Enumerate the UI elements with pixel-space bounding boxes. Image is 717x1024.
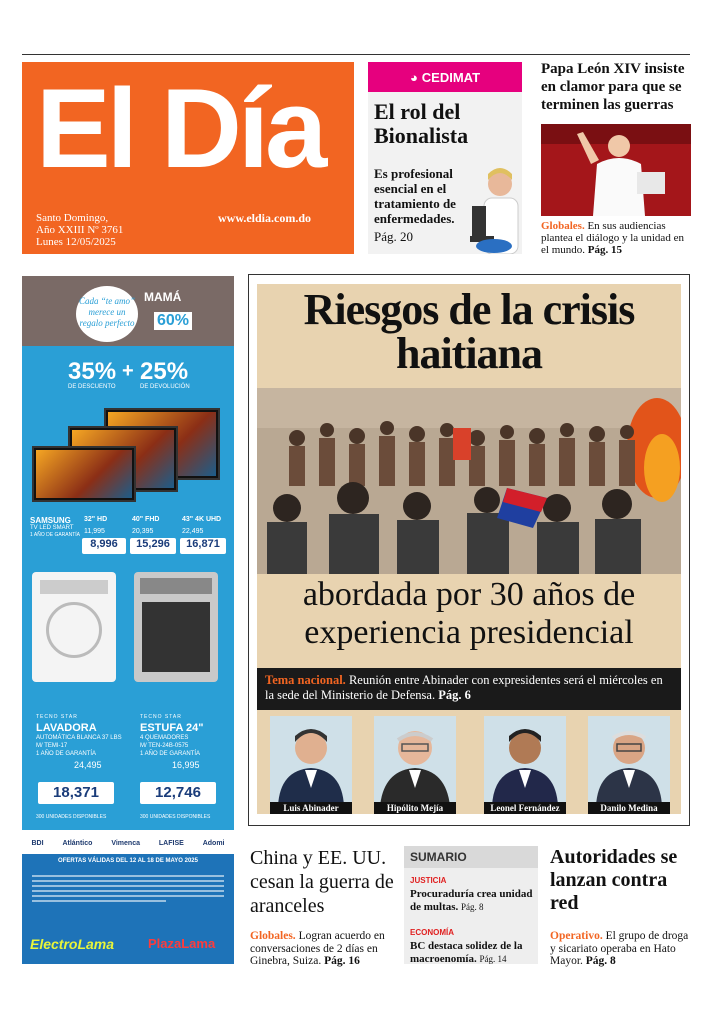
sumario-item-economia-text: BC destaca solidez de la macroenomía. <box>410 940 523 965</box>
promo-page: Pág. 20 <box>374 229 413 244</box>
main-subheadline: abordada por 30 años de experiencia presidencial <box>302 576 636 651</box>
masthead[interactable] <box>22 62 354 254</box>
ad-offer: OFERTAS VÁLIDAS DEL 12 AL 18 DE MAYO 2025 <box>58 858 198 864</box>
store-electrolama[interactable]: ElectroLama <box>30 936 115 952</box>
ad-tv3-old: 22,495 <box>182 528 204 535</box>
ad-washer-model: M/ TEMI-17 <box>36 743 68 749</box>
ad-tv1-old: 11,995 <box>84 528 105 535</box>
pope-image <box>541 124 691 216</box>
masthead-url[interactable]: www.eldia.com.do <box>218 211 311 225</box>
autoridades-headline[interactable]: Autoridades se lanzan contra red <box>550 846 678 914</box>
scientist-microscope-image <box>470 162 522 254</box>
haiti-crowd-image <box>257 388 681 574</box>
president-photo-mejia <box>374 716 456 806</box>
ad-tv2-price: 15,296 <box>130 538 176 554</box>
president-name-abinader: Luis Abinader <box>270 802 352 814</box>
bank-atlantico: Atlántico <box>62 839 93 847</box>
ad-plus: + <box>122 360 134 382</box>
promo-text: Es profesional esencial en el tratamiento de enfermedades. <box>374 166 456 226</box>
ad-washer-brand: TECNO STAR <box>36 714 78 720</box>
main-page: Pág. 6 <box>438 688 471 702</box>
autoridades-page: Pág. 8 <box>585 955 616 967</box>
ad-disc1: 35% <box>68 358 117 385</box>
china-kicker: Globales. <box>250 930 296 942</box>
ad-tv2-old: 20,395 <box>132 528 154 535</box>
ad-mama: MAMÁ <box>144 290 182 304</box>
cedimat-banner <box>368 62 522 92</box>
sumario-item-justicia[interactable] <box>410 888 536 914</box>
masthead-date: Lunes 12/05/2025 <box>36 236 116 248</box>
ad-disc2: 25% <box>140 358 189 385</box>
main-headline[interactable]: Riesgos de la crisis haitiana <box>303 285 635 378</box>
main-summary-bar <box>257 668 681 710</box>
ad-tv3-size: 43" 4K UHD <box>182 516 222 523</box>
advertisement-top[interactable] <box>22 276 234 830</box>
china-headline[interactable]: China y EE. UU. cesan la guerra de aranceles <box>250 847 394 917</box>
bank-adomi: Adomi <box>202 839 225 847</box>
ad-units2: 300 UNIDADES DISPONIBLES <box>140 814 211 820</box>
ad-stove-warranty: 1 AÑO DE GARANTÍA <box>140 751 201 757</box>
ad-washer-title: LAVADORA <box>36 722 97 734</box>
ad-tv1-size: 32" HD <box>84 516 108 523</box>
president-photo-medina <box>588 716 670 806</box>
promo-box[interactable] <box>368 62 522 254</box>
ad-stove-price: 12,746 <box>140 782 216 804</box>
ad-tv-desc: TV LED SMART <box>30 525 74 531</box>
president-photo-abinader <box>270 716 352 806</box>
china-page: Pág. 16 <box>324 955 360 967</box>
ad-disc2-label: DE DEVOLUCIÓN <box>140 384 190 390</box>
ad-stove-model: M/ TEN-24B-0575 <box>140 743 189 749</box>
pope-photo <box>541 124 691 216</box>
sumario-title: SUMARIO <box>404 846 538 868</box>
ad-tv-brand: SAMSUNG <box>30 516 71 525</box>
main-kicker: Tema nacional. <box>265 673 346 687</box>
bank-vimenca: Vimenca <box>111 839 140 847</box>
top-rule <box>22 54 690 55</box>
ad-washer-desc: AUTOMÁTICA BLANCA 37 LBS <box>36 735 122 741</box>
ad-washer-price: 18,371 <box>38 782 114 804</box>
bank-lafise: LAFISE <box>158 839 184 847</box>
ad-units1: 300 UNIDADES DISPONIBLES <box>36 814 107 820</box>
sumario-item-justicia-text: Procuraduría crea unidad de multas. <box>410 888 533 913</box>
ad-tagline: Cada “te amo” merece un regalo perfecto <box>76 286 138 342</box>
tv-32-image <box>32 446 136 502</box>
bank-logos <box>22 832 234 854</box>
autoridades-text: El grupo de droga y sicariato operaba en Hato Mayor. <box>550 930 689 967</box>
ad-tv-warranty: 1 AÑO DE GARANTÍA <box>30 532 81 538</box>
store-plazalama[interactable]: PlazaLama <box>148 936 216 951</box>
cedimat-logo-icon: ◕ <box>409 69 418 85</box>
sumario-item-economia-page: Pág. 14 <box>479 954 507 964</box>
masthead-location: Santo Domingo, <box>36 212 109 224</box>
ad-tv1-price: 8,996 <box>82 538 126 554</box>
china-caption <box>250 930 398 968</box>
pope-caption <box>541 220 693 256</box>
china-text: Logran acuerdo en conversaciones de 2 días en Ginebra, Suiza. <box>250 930 385 967</box>
autoridades-caption <box>550 930 695 968</box>
pope-kicker: Globales. <box>541 220 585 232</box>
sumario-item-justicia-page: Pág. 8 <box>461 902 484 912</box>
sumario-item-economia[interactable] <box>410 940 536 966</box>
ad-disc1-label: DE DESCUENTO <box>68 384 116 390</box>
ad-stove-brand: TECNO STAR <box>140 714 182 720</box>
washer-image <box>32 572 116 682</box>
ad-tv2-size: 40" FHD <box>132 516 160 523</box>
ad-stove-title: ESTUFA 24" <box>140 722 204 734</box>
president-name-fernandez: Leonel Fernández <box>484 802 566 814</box>
el-dia-logo: El Día <box>36 66 324 191</box>
bank-bdi: BDI <box>31 839 44 847</box>
masthead-edition: Año XXIII Nº 3761 <box>36 224 124 236</box>
pope-text: En sus audiencias plantea el diálogo y la unidad en el mundo. <box>541 220 684 256</box>
stove-image <box>134 572 218 682</box>
ad-washer-old: 24,495 <box>74 760 102 770</box>
pope-headline[interactable]: Papa León XIV insiste en clamor para que se terminen las guerras <box>541 61 685 113</box>
president-name-medina: Danilo Medina <box>588 802 670 814</box>
president-photo-fernandez <box>484 716 566 806</box>
main-text: Reunión entre Abinader con expresidentes será el miércoles en la sede del Ministerio de Defensa. <box>265 673 663 702</box>
ad-tv3-price: 16,871 <box>180 538 226 554</box>
ad-stove-old: 16,995 <box>172 760 200 770</box>
pope-page: Pág. 15 <box>587 244 622 256</box>
advertisement-bottom[interactable] <box>22 832 234 964</box>
autoridades-kicker: Operativo. <box>550 930 603 942</box>
ad-stove-desc: 4 QUEMADORES <box>140 735 189 741</box>
promo-title: El rol del Bionalista <box>374 99 469 148</box>
sumario-section-justicia: JUSTICIA <box>410 876 447 885</box>
ad-washer-warranty: 1 AÑO DE GARANTÍA <box>36 751 97 757</box>
sumario-section-economia: ECONOMÍA <box>410 928 454 937</box>
cedimat-brand: CEDIMAT <box>421 69 481 85</box>
president-name-mejia: Hipólito Mejía <box>374 802 456 814</box>
ad-fineprint <box>32 872 224 926</box>
ad-discount-big: 60% <box>154 312 192 330</box>
